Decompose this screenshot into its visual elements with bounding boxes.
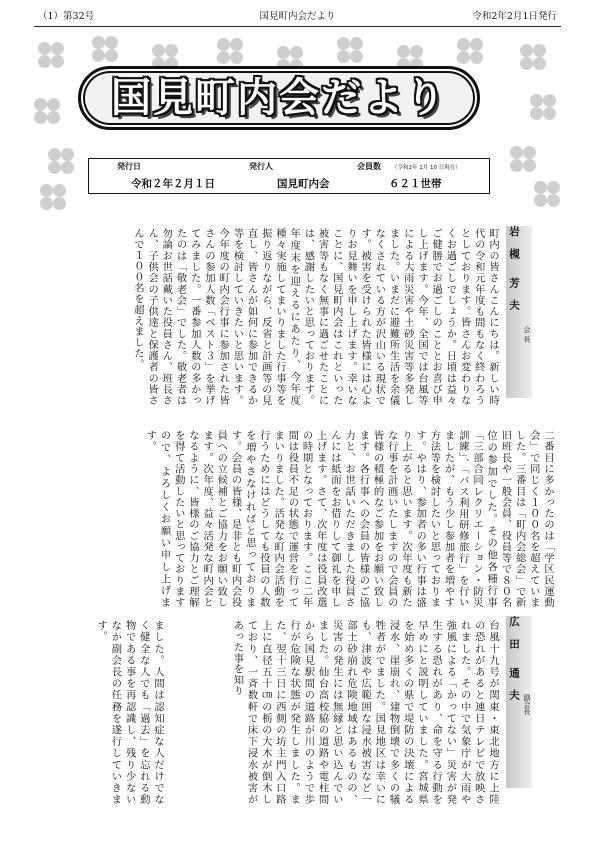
members-value: ６２１世帯 <box>389 178 442 190</box>
author-role: 副会長 <box>523 694 531 715</box>
issue-date-value: 令和２年２月１日 <box>131 178 215 190</box>
greeting-vice-president-column-2: ました。人間は認知症な人だけでなく健全な人でも「過去」を忘れる動物である事を再認識し、残り少ないなか副会長の任務を遂行していきます。 <box>95 620 164 805</box>
members-note: （令和2年 1月 10 日現在） <box>392 165 461 171</box>
issue-date: 令和2年2月1日発行 <box>472 11 557 22</box>
clover-icon <box>510 146 536 172</box>
publisher-label: 発行人 <box>249 162 273 171</box>
greeting-president-column-2: 二番目に多かったのは「学区民運動会」で同じく１００名を超えていました。三番目は「町内会総会」で新旧班長や一般会員、役員等で８０名位の参加でした。その他各種行事「三部合同レクリエーション・防災訓練」、「バス利用研修旅行」を行いましたが、もう少し参加者を増やす方法等を検討したいと思っております。やはり、参加者の多い行事は盛り上がると思います。次年度も新たな行事を計画いたしますので会員の皆様の積極的なご参加をお願い致します。各行事への会員の皆様のご協力と、お世話いただきました役員さんには紙面をお借りして御礼を申し上げます。さて、次年度は役員改選の時期となっております。ここ二年間は役員不足の状態で運営を行ってまいりました。活発な町内会活動を行うためにはどうしても役員の人数を増やさなければと思っております。会員の皆様、是非とも町内会役員への立候補とご協力をお願い致します。次年度、益々活発な町内会となるように、皆様のご協力とご理解を得て活動したいと思っておりますので、よろしくお願い申し上げます。 <box>144 430 554 608</box>
header-rule <box>34 26 561 27</box>
publication-info-box <box>88 158 490 194</box>
clover-icon <box>40 184 66 210</box>
greeting-vice-president-column-1: 台風十九号が関東・東北地方に上陸の恐れがあると連日テレビで放映されました。その中で気象庁が大雨や強風による「かってない」災害が発生する恐れがあり、命を守る行動を早めにと説明していました。宮城県を始め多くの県で堤防の決壊による浸水、崖崩れ、建物倒壊で多くの犠牲者がでました。国見地区は幸いにも、津波や広範囲な浸水被害など一部土砂崩れ危険地域はあるものの、災害の発生には無縁と思い込んでいました。仙台高校脇の道路や電柱間から国見駅間の道路が川のようで歩行が危険な状態が発生しました。また、翌十三日に西側の坊主門入口路上に直径五十㎝の栃の大木が倒木しており、一斉数軒で床下浸水被害があった事を知り <box>231 620 499 805</box>
clover-icon <box>520 44 546 70</box>
publisher-value: 国見町内会 <box>277 178 330 190</box>
title-frame <box>78 66 480 130</box>
greeting-president-column-1: 町内の皆さんこんにちは。新しい時代の令和元年度も間もなく終わろうとしております。皆さんお変わりなくお過ごしでしょうか。日頃は益々ご健勝でお過ごしのこととお喜び申し上げます。今年、全国では台風等による大雨災害や土砂災害等多発しました。いまだに避難所生活を余儀なくされている方が沢山いる現状です。被害を受けられた皆様には心よりお見舞いを申し上げます。幸いなことに、国見町内会はこれといった被害等もなく無事に過ごせたことには、感謝したいと思っております。年度末を迎えるにあたり、今年度種々実施してまいりました行事等を振り返りながら、反省と計画等の見直し、皆さんが如何に参加できるか等を検討していきたいと思います。今年度の町内会行事に参加された皆さんの参加人数「ベスト３」を挙げてみました。一番参加人数の多かったのは「敬老会」でした。敬老者は勿論お世話戴いた役員さん、班長さん、子供会の子供達と保護者の皆さんで１００名を超えました。 <box>131 228 499 406</box>
author-name: 広 田 通 夫 <box>508 616 520 704</box>
clover-icon <box>38 42 64 68</box>
author-bar-vice-president <box>506 616 532 788</box>
author-name: 岩 槻 芳 夫 <box>508 226 520 314</box>
clover-icon <box>457 38 483 64</box>
clover-icon <box>337 37 363 63</box>
members-label: 会員数 <box>357 162 381 171</box>
newsletter-title: 国見町内会だより <box>111 75 447 121</box>
clover-icon <box>217 38 243 64</box>
clover-icon <box>48 148 74 174</box>
clover-icon <box>530 94 556 120</box>
clover-icon <box>34 98 60 124</box>
author-bar-president <box>506 226 532 398</box>
clover-icon <box>92 36 118 62</box>
author-role: 会 長 <box>523 326 531 343</box>
issue-date-label: 発行日 <box>117 162 141 171</box>
issue-number: （1）第32号 <box>38 11 95 22</box>
clover-icon <box>534 181 560 207</box>
newsletter-running-title: 国見町内会だより <box>259 11 336 22</box>
